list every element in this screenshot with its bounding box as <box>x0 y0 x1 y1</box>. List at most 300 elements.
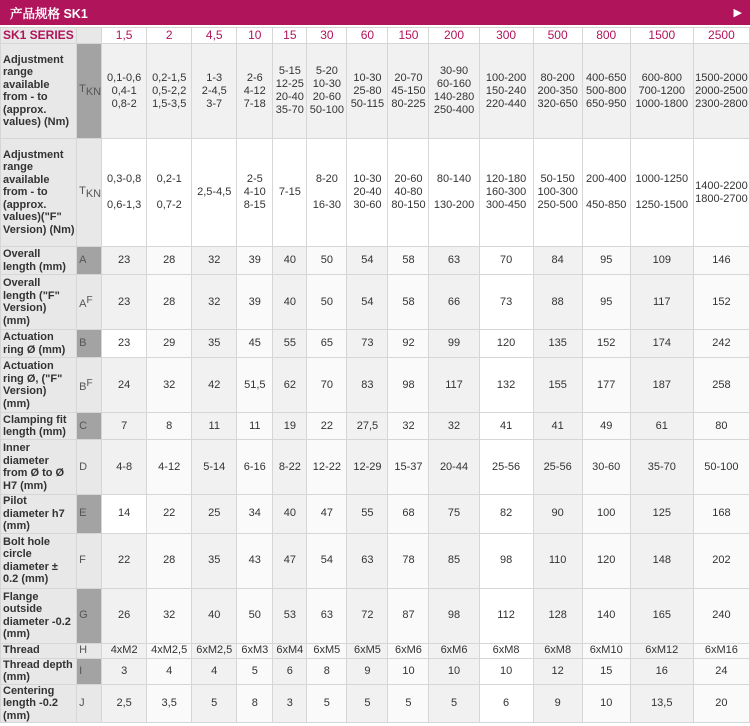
table-row <box>1 643 750 658</box>
value-cell <box>102 139 147 247</box>
symbol-letter: D <box>79 460 88 473</box>
size-header: 200 <box>429 28 479 44</box>
value-line: 8-15 <box>243 199 266 211</box>
value-cell: 98 <box>429 588 479 643</box>
size-header: 1500 <box>630 28 693 44</box>
row-label: Overall length ("F" Version) (mm) <box>1 275 77 330</box>
value-cell: 28 <box>147 275 192 330</box>
value-cell: 10 <box>582 684 630 723</box>
value-cell: 73 <box>347 330 388 358</box>
value-cell <box>273 139 307 247</box>
value-line: 4-10 <box>243 186 266 198</box>
value-cell: 58 <box>388 275 429 330</box>
value-line: 0,6-1,3 <box>107 199 142 211</box>
value-line: 1800-2700 <box>695 192 748 205</box>
value-line: 20-40 <box>275 91 304 103</box>
value-cell: 28 <box>147 533 192 588</box>
value-cell: 50 <box>237 588 273 643</box>
value-cell: 4xM2,5 <box>147 643 192 658</box>
row-symbol <box>77 413 102 440</box>
value-line: 45-150 <box>391 84 426 97</box>
value-cell: 10 <box>429 658 479 684</box>
value-line: 200-350 <box>537 84 578 97</box>
value-cell: 6-16 <box>237 440 273 495</box>
page-title: 产品规格 SK1 <box>10 6 88 21</box>
value-cell: 88 <box>533 275 582 330</box>
table-row <box>1 139 750 247</box>
value-cell: 32 <box>192 247 237 275</box>
value-cell: 34 <box>237 495 273 534</box>
value-cell: 13,5 <box>630 684 693 723</box>
value-cell: 27,5 <box>347 413 388 440</box>
value-cell: 54 <box>347 275 388 330</box>
row-label: Centering length -0.2 (mm) <box>1 684 77 723</box>
value-cell: 53 <box>273 588 307 643</box>
value-line: 0,2-1,5 <box>152 71 187 84</box>
value-line <box>148 186 190 199</box>
value-cell <box>582 139 630 247</box>
value-line: 50-100 <box>309 104 344 116</box>
value-cell: 152 <box>582 330 630 358</box>
value-line: 0,8-2 <box>111 97 137 110</box>
value-cell: 8-22 <box>273 440 307 495</box>
expand-arrow-icon[interactable]: ▶ <box>733 7 742 19</box>
value-cell: 22 <box>102 533 147 588</box>
value-cell: 11 <box>192 413 237 440</box>
value-cell: 6xM5 <box>307 643 347 658</box>
value-cell: 87 <box>388 588 429 643</box>
value-cell: 24 <box>102 358 147 413</box>
value-cell: 83 <box>347 358 388 413</box>
value-line: 4-12 <box>243 84 266 97</box>
size-header: 4,5 <box>192 28 237 44</box>
row-label: Adjustment range available from - to (approx. values) (Nm) <box>1 44 77 139</box>
value-line: 150-240 <box>485 84 527 97</box>
value-cell <box>192 139 237 247</box>
value-cell <box>533 44 582 139</box>
value-line: 0,4-1 <box>111 84 137 97</box>
symbol-superscript: F <box>86 294 93 306</box>
row-symbol <box>77 658 102 684</box>
value-line: 0,5-2,2 <box>152 84 187 97</box>
value-cell: 98 <box>479 533 533 588</box>
value-cell: 73 <box>479 275 533 330</box>
value-cell: 240 <box>693 588 749 643</box>
value-cell: 32 <box>388 413 429 440</box>
value-line: 10-30 <box>312 78 341 90</box>
value-cell: 146 <box>693 247 749 275</box>
value-line: 2,5-4,5 <box>197 186 232 198</box>
value-cell: 54 <box>347 247 388 275</box>
value-cell: 4-12 <box>147 440 192 495</box>
value-cell: 98 <box>388 358 429 413</box>
row-label: Overall length (mm) <box>1 247 77 275</box>
value-cell: 168 <box>693 495 749 534</box>
row-label: Thread depth (mm) <box>1 658 77 684</box>
value-line: 40-80 <box>394 186 423 198</box>
value-line <box>632 186 692 199</box>
size-header: 60 <box>347 28 388 44</box>
value-line: 120-180 <box>485 173 527 185</box>
value-cell: 202 <box>693 533 749 588</box>
value-cell: 10 <box>479 658 533 684</box>
value-cell: 95 <box>582 247 630 275</box>
value-line: 650-950 <box>586 97 627 110</box>
row-symbol <box>77 533 102 588</box>
value-cell: 23 <box>102 275 147 330</box>
value-cell: 63 <box>307 588 347 643</box>
value-line: 25-80 <box>353 84 382 97</box>
value-cell: 40 <box>273 275 307 330</box>
value-line: 100-300 <box>537 186 578 198</box>
value-line: 80-225 <box>391 97 426 110</box>
value-cell: 148 <box>630 533 693 588</box>
value-cell: 55 <box>347 495 388 534</box>
value-cell: 258 <box>693 358 749 413</box>
value-cell: 30-60 <box>582 440 630 495</box>
value-cell: 63 <box>347 533 388 588</box>
value-line: 0,2-1 <box>156 173 182 185</box>
value-line: 130-200 <box>433 199 475 211</box>
value-cell: 62 <box>273 358 307 413</box>
value-line: 160-300 <box>485 186 527 198</box>
value-line <box>584 186 629 199</box>
table-row <box>1 413 750 440</box>
value-cell: 20-44 <box>429 440 479 495</box>
table-row <box>1 684 750 723</box>
symbol-letter: A <box>79 254 87 266</box>
value-cell: 6xM3 <box>237 643 273 658</box>
spec-header-bar <box>0 0 750 25</box>
value-cell: 3,5 <box>147 684 192 723</box>
value-cell <box>347 44 388 139</box>
value-cell: 5 <box>429 684 479 723</box>
value-line: 8-20 <box>315 173 338 185</box>
value-cell <box>388 44 429 139</box>
value-cell: 6xM12 <box>630 643 693 658</box>
row-symbol <box>77 358 102 413</box>
value-cell: 3 <box>273 684 307 723</box>
value-line: 20-60 <box>394 173 423 185</box>
symbol-letter: C <box>79 419 88 432</box>
value-cell: 84 <box>533 247 582 275</box>
value-cell: 6xM16 <box>693 643 749 658</box>
value-line: 500-800 <box>586 84 627 97</box>
table-row <box>1 588 750 643</box>
value-cell: 92 <box>388 330 429 358</box>
value-cell: 112 <box>479 588 533 643</box>
symbol-header <box>77 28 102 44</box>
value-cell: 78 <box>388 533 429 588</box>
value-cell <box>147 44 192 139</box>
value-cell: 68 <box>388 495 429 534</box>
value-cell: 55 <box>273 330 307 358</box>
value-cell: 110 <box>533 533 582 588</box>
value-line <box>430 186 477 199</box>
row-label: Pilot diameter h7 (mm) <box>1 495 77 534</box>
value-cell: 125 <box>630 495 693 534</box>
value-cell <box>693 44 749 139</box>
value-cell: 24 <box>693 658 749 684</box>
value-cell: 120 <box>582 533 630 588</box>
value-cell: 23 <box>102 247 147 275</box>
value-cell: 6xM10 <box>582 643 630 658</box>
value-cell: 15-37 <box>388 440 429 495</box>
value-cell: 128 <box>533 588 582 643</box>
value-cell <box>479 44 533 139</box>
value-cell: 25-56 <box>533 440 582 495</box>
value-line <box>308 186 345 199</box>
value-cell: 8 <box>147 413 192 440</box>
value-cell: 12 <box>533 658 582 684</box>
value-cell: 4 <box>192 658 237 684</box>
value-cell: 20 <box>693 684 749 723</box>
value-cell: 2,5 <box>102 684 147 723</box>
value-cell: 39 <box>237 247 273 275</box>
table-row <box>1 330 750 358</box>
value-cell: 5 <box>388 684 429 723</box>
value-line: 700-1200 <box>638 84 686 97</box>
table-row <box>1 533 750 588</box>
value-line: 1400-2200 <box>695 179 748 192</box>
value-cell: 50 <box>307 247 347 275</box>
table-row <box>1 658 750 684</box>
value-cell: 117 <box>429 358 479 413</box>
value-line: 200-400 <box>586 173 627 185</box>
value-cell: 16 <box>630 658 693 684</box>
value-cell: 50 <box>307 275 347 330</box>
value-cell: 14 <box>102 495 147 534</box>
value-cell: 12-22 <box>307 440 347 495</box>
value-line: 220-440 <box>485 97 527 110</box>
value-cell: 4xM2 <box>102 643 147 658</box>
value-cell: 187 <box>630 358 693 413</box>
row-symbol <box>77 330 102 358</box>
size-header: 30 <box>307 28 347 44</box>
value-cell: 35 <box>192 533 237 588</box>
value-cell: 15 <box>582 658 630 684</box>
value-cell: 140 <box>582 588 630 643</box>
value-line: 0,1-0,6 <box>107 71 142 84</box>
value-cell: 50-100 <box>693 440 749 495</box>
symbol-letter: I <box>79 664 83 677</box>
value-line: 0,3-0,8 <box>107 173 142 185</box>
size-header: 10 <box>237 28 273 44</box>
value-line: 2-5 <box>246 173 263 185</box>
value-cell: 47 <box>273 533 307 588</box>
value-cell: 120 <box>479 330 533 358</box>
row-symbol <box>77 139 102 247</box>
table-row <box>1 44 750 139</box>
value-line: 10-30 <box>353 71 382 84</box>
value-cell <box>429 139 479 247</box>
row-symbol <box>77 440 102 495</box>
value-cell: 6xM4 <box>273 643 307 658</box>
value-line: 2-4,5 <box>201 84 227 97</box>
value-cell: 51,5 <box>237 358 273 413</box>
value-cell: 22 <box>307 413 347 440</box>
symbol-letter: A <box>79 297 87 310</box>
symbol-letter: T <box>79 184 86 197</box>
row-symbol <box>77 495 102 534</box>
value-cell: 70 <box>307 358 347 413</box>
value-cell <box>273 44 307 139</box>
value-cell <box>307 139 347 247</box>
table-row <box>1 495 750 534</box>
value-cell: 9 <box>533 684 582 723</box>
value-cell <box>192 44 237 139</box>
value-cell: 63 <box>429 247 479 275</box>
symbol-letter: G <box>79 609 88 621</box>
value-cell: 70 <box>479 247 533 275</box>
value-line: 1000-1800 <box>635 97 689 110</box>
value-line: 10-30 <box>353 173 382 185</box>
row-symbol <box>77 684 102 723</box>
row-symbol <box>77 44 102 139</box>
value-cell: 5 <box>347 684 388 723</box>
value-line: 5-20 <box>315 65 338 77</box>
value-line: 1500-2000 <box>695 71 748 84</box>
value-line: 50-150 <box>540 173 575 185</box>
value-line: 2-6 <box>246 71 263 84</box>
value-cell: 41 <box>533 413 582 440</box>
value-cell: 32 <box>147 588 192 643</box>
size-header: 2500 <box>693 28 749 44</box>
value-line: 80-150 <box>391 199 426 211</box>
row-symbol <box>77 275 102 330</box>
row-symbol <box>77 643 102 658</box>
table-row <box>1 275 750 330</box>
value-cell: 95 <box>582 275 630 330</box>
value-cell: 100 <box>582 495 630 534</box>
value-cell: 152 <box>693 275 749 330</box>
value-cell: 43 <box>237 533 273 588</box>
value-cell: 5 <box>192 684 237 723</box>
row-label: Flange outside diameter -0.2 (mm) <box>1 588 77 643</box>
value-cell: 8 <box>307 658 347 684</box>
value-line: 450-850 <box>586 199 627 211</box>
value-cell: 61 <box>630 413 693 440</box>
value-cell: 135 <box>533 330 582 358</box>
value-cell: 19 <box>273 413 307 440</box>
value-cell: 39 <box>237 275 273 330</box>
table-row <box>1 358 750 413</box>
value-line: 7-18 <box>243 97 266 110</box>
value-cell: 80 <box>693 413 749 440</box>
value-line: 400-650 <box>586 71 627 84</box>
value-cell: 12-29 <box>347 440 388 495</box>
value-cell: 174 <box>630 330 693 358</box>
value-cell: 45 <box>237 330 273 358</box>
value-cell: 6 <box>273 658 307 684</box>
value-cell: 25 <box>192 495 237 534</box>
value-cell: 41 <box>479 413 533 440</box>
value-line: 250-400 <box>433 104 475 116</box>
value-cell: 32 <box>429 413 479 440</box>
value-line: 60-160 <box>436 78 472 90</box>
symbol-superscript: F <box>86 377 93 389</box>
value-cell: 40 <box>273 495 307 534</box>
value-cell: 132 <box>479 358 533 413</box>
row-label: Actuation ring Ø (mm) <box>1 330 77 358</box>
row-symbol <box>77 247 102 275</box>
value-cell <box>388 139 429 247</box>
value-cell: 6 <box>479 684 533 723</box>
value-line: 7-15 <box>278 186 301 198</box>
row-label: Thread <box>1 643 77 658</box>
value-cell: 6xM5 <box>347 643 388 658</box>
value-line: 2300-2800 <box>695 97 748 110</box>
value-cell: 6xM6 <box>429 643 479 658</box>
value-cell: 40 <box>273 247 307 275</box>
symbol-letter: T <box>79 83 86 95</box>
value-cell: 25-56 <box>479 440 533 495</box>
value-cell: 6xM8 <box>479 643 533 658</box>
value-cell: 35 <box>192 330 237 358</box>
value-line: 50-115 <box>350 97 385 110</box>
value-line: 600-800 <box>641 71 682 84</box>
value-cell: 4 <box>147 658 192 684</box>
size-header: 2 <box>147 28 192 44</box>
value-cell: 7 <box>102 413 147 440</box>
value-cell <box>582 44 630 139</box>
value-cell: 10 <box>388 658 429 684</box>
value-cell: 22 <box>147 495 192 534</box>
row-label: Clamping fit length (mm) <box>1 413 77 440</box>
value-line: 20-70 <box>394 71 423 84</box>
value-line: 35-70 <box>275 104 304 116</box>
value-cell: 85 <box>429 533 479 588</box>
spec-table <box>0 27 750 723</box>
value-cell: 242 <box>693 330 749 358</box>
value-cell <box>479 139 533 247</box>
value-cell: 82 <box>479 495 533 534</box>
value-line: 1-3 <box>206 71 223 84</box>
table-row <box>1 440 750 495</box>
value-line: 20-60 <box>312 91 341 103</box>
value-cell: 47 <box>307 495 347 534</box>
symbol-letter: E <box>79 507 87 520</box>
row-label: Bolt hole circle diameter ± 0.2 (mm) <box>1 533 77 588</box>
value-cell: 40 <box>192 588 237 643</box>
symbol-subscript: KN <box>85 187 102 200</box>
value-line: 1000-1250 <box>635 173 689 185</box>
symbol-letter: H <box>79 644 88 656</box>
value-cell: 5 <box>237 658 273 684</box>
value-cell <box>630 44 693 139</box>
value-cell: 9 <box>347 658 388 684</box>
value-cell: 165 <box>630 588 693 643</box>
value-line: 5-15 <box>278 65 301 77</box>
size-header: 300 <box>479 28 533 44</box>
size-header: 150 <box>388 28 429 44</box>
value-cell <box>147 139 192 247</box>
value-cell: 155 <box>533 358 582 413</box>
value-cell: 5-14 <box>192 440 237 495</box>
value-line: 300-450 <box>485 199 527 211</box>
value-cell: 109 <box>630 247 693 275</box>
value-cell: 66 <box>429 275 479 330</box>
value-cell: 65 <box>307 330 347 358</box>
value-cell <box>429 44 479 139</box>
symbol-letter: B <box>79 337 87 349</box>
value-cell: 23 <box>102 330 147 358</box>
size-header: 800 <box>582 28 630 44</box>
value-cell: 11 <box>237 413 273 440</box>
value-cell <box>693 139 749 247</box>
value-cell <box>533 139 582 247</box>
symbol-letter: J <box>79 696 85 709</box>
